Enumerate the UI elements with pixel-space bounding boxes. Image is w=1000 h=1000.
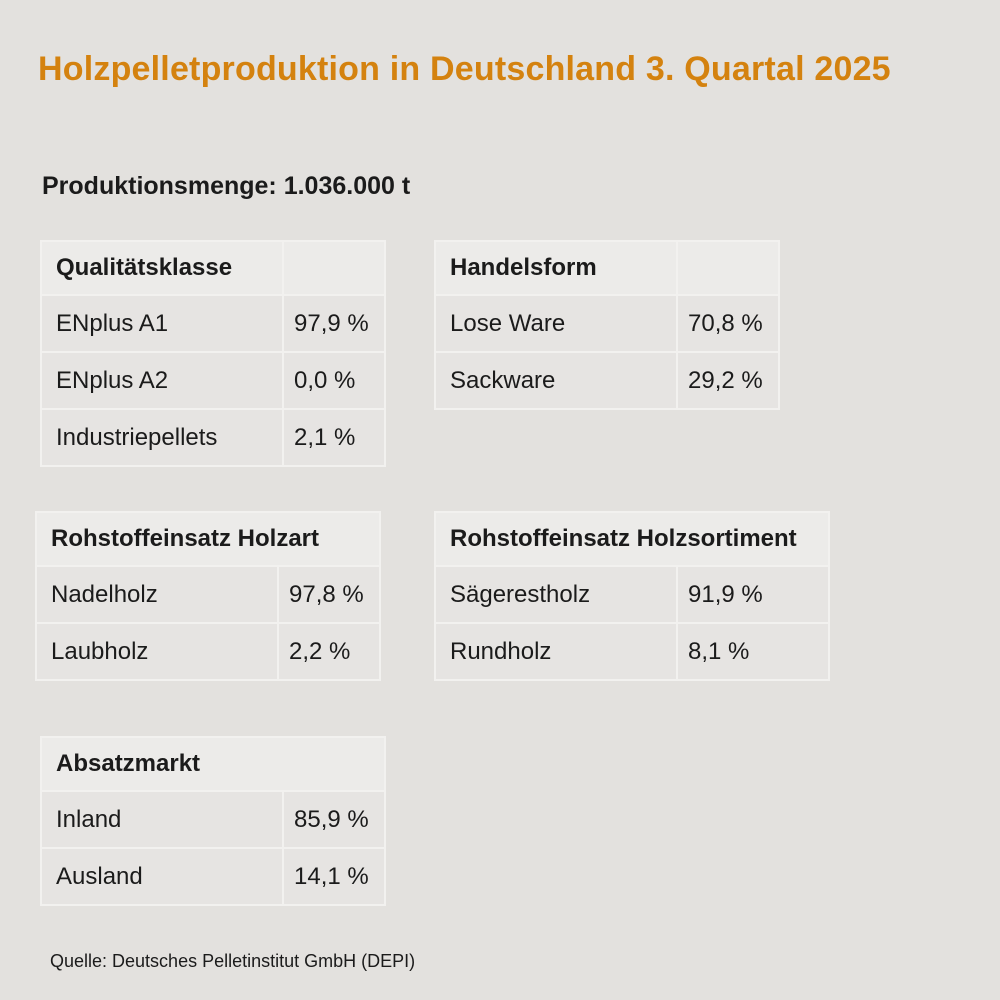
table-row: [42, 849, 384, 904]
production-label: Produktionsmenge:: [42, 172, 284, 200]
table-header-row: [436, 242, 778, 294]
table-header-row: [42, 242, 384, 294]
table-header-label: Rohstoffeinsatz Holzart: [37, 513, 379, 565]
table-row: [37, 567, 379, 622]
row-label: Nadelholz: [37, 567, 277, 622]
table-row: [37, 624, 379, 679]
table-row: [436, 567, 828, 622]
page-title: Holzpelletproduktion in Deutschland 3. Quartal 2025: [38, 50, 891, 88]
table-qualitaetsklasse: [40, 240, 386, 467]
table-row: [42, 410, 384, 465]
row-value: 97,8 %: [279, 567, 379, 622]
row-value: 85,9 %: [284, 792, 384, 847]
table-header-label: Handelsform: [436, 242, 676, 294]
row-value: 97,9 %: [284, 296, 384, 351]
table-row: [436, 624, 828, 679]
table-header-label: Absatzmarkt: [42, 738, 384, 790]
row-label: Sägerestholz: [436, 567, 676, 622]
table-handelsform: [434, 240, 780, 410]
table-row: [42, 353, 384, 408]
production-total: [42, 172, 410, 201]
row-value: 8,1 %: [678, 624, 828, 679]
row-value: 70,8 %: [678, 296, 778, 351]
table-header-label: Qualitätsklasse: [42, 242, 282, 294]
source-credit: Quelle: Deutsches Pelletinstitut GmbH (DEPI): [50, 951, 416, 971]
table-header-row: [436, 513, 828, 565]
table-absatzmarkt: [40, 736, 386, 906]
table-row: [436, 296, 778, 351]
row-value: 0,0 %: [284, 353, 384, 408]
row-label: Ausland: [42, 849, 282, 904]
row-label: Sackware: [436, 353, 676, 408]
table-header-row: [37, 513, 379, 565]
table-row: [42, 296, 384, 351]
row-label: Laubholz: [37, 624, 277, 679]
row-label: Industriepellets: [42, 410, 282, 465]
table-header-empty-cell: [284, 242, 384, 294]
table-header-label: Rohstoffeinsatz Holzsortiment: [436, 513, 828, 565]
row-label: ENplus A2: [42, 353, 282, 408]
row-label: ENplus A1: [42, 296, 282, 351]
row-label: Lose Ware: [436, 296, 676, 351]
table-rohstoffeinsatz-holzart: [35, 511, 381, 681]
table-rohstoffeinsatz-holzsortiment: [434, 511, 830, 681]
row-label: Inland: [42, 792, 282, 847]
row-value: 14,1 %: [284, 849, 384, 904]
production-value: 1.036.000 t: [283, 172, 411, 200]
row-value: 2,1 %: [284, 410, 384, 465]
table-row: [42, 792, 384, 847]
table-row: [436, 353, 778, 408]
row-value: 2,2 %: [279, 624, 379, 679]
table-header-row: [42, 738, 384, 790]
table-header-empty-cell: [678, 242, 778, 294]
row-value: 29,2 %: [678, 353, 778, 408]
row-value: 91,9 %: [678, 567, 828, 622]
row-label: Rundholz: [436, 624, 676, 679]
